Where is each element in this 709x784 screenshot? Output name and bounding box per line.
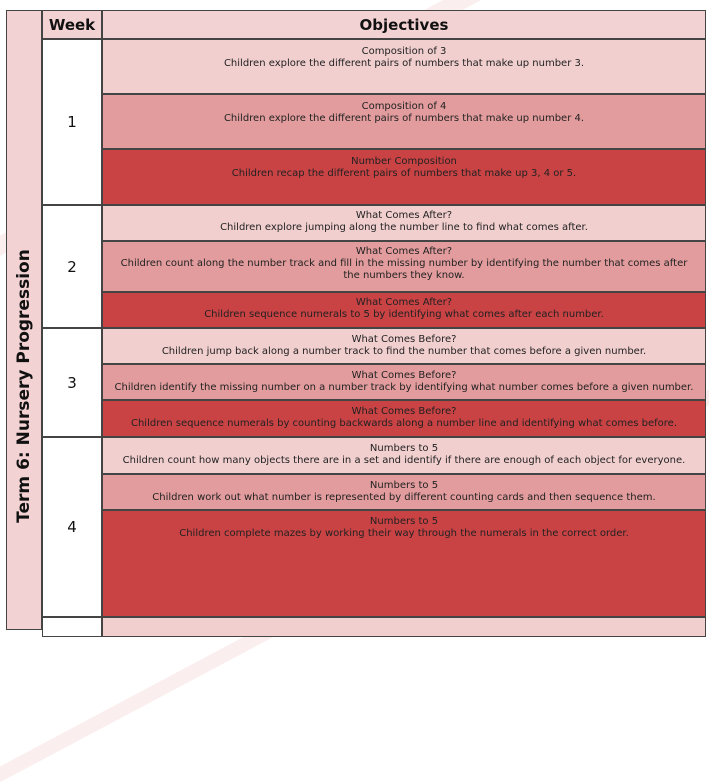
objective-description: Children recap the different pairs of numbers that make up 3, 4 or 5. [231, 168, 577, 179]
objective-title: Number Composition [351, 156, 457, 167]
objective-cell [102, 474, 706, 510]
objective-cell [102, 437, 706, 474]
objective-cell [102, 205, 706, 241]
objective-title: What Comes Before? [351, 334, 457, 345]
objective-cell [102, 94, 706, 149]
objective-description: Children explore the different pairs of numbers that make up number 3. [223, 58, 585, 69]
objective-description: Children complete mazes by working their way through the numerals in the correct order. [179, 528, 629, 539]
objectives-header: Objectives [102, 10, 706, 39]
objective-title: What Comes After? [355, 297, 453, 308]
objective-title: What Comes Before? [351, 370, 457, 381]
week-number: 1 [42, 39, 102, 205]
objective-description: Children explore jumping along the number line to find what comes after. [220, 222, 588, 233]
week-cell [42, 617, 102, 637]
objective-cell [102, 364, 706, 400]
objective-cell [102, 149, 706, 205]
objective-title: Composition of 3 [361, 46, 447, 57]
objective-title: What Comes After? [355, 246, 453, 257]
week-number: 3 [42, 328, 102, 437]
objective-description: Children identify the missing number on a number track by identifying what number comes before a given number. [114, 382, 694, 393]
objective-description: Children count how many objects there are in a set and identify if there are enough of each object for everyone. [122, 455, 686, 466]
objective-cell [102, 510, 706, 617]
objective-cell [102, 400, 706, 437]
objective-title: Numbers to 5 [369, 443, 439, 454]
objective-title: What Comes After? [355, 210, 453, 221]
objective-cell [102, 241, 706, 292]
objective-title: Composition of 4 [361, 101, 447, 112]
objective-description: Children count along the number track and fill in the missing number by identifying the number that comes after the numbers they know. [120, 258, 688, 281]
objective-cell [102, 328, 706, 364]
objective-description: Children work out what number is represented by different counting cards and then sequence them. [152, 492, 656, 503]
week-number: 4 [42, 437, 102, 617]
objective-cell [102, 617, 706, 637]
objective-description: Children jump back along a number track to find the number that comes before a given number. [161, 346, 647, 357]
objective-title: Numbers to 5 [369, 516, 439, 527]
objective-title: What Comes Before? [351, 406, 457, 417]
objective-description: Children sequence numerals to 5 by identifying what comes after each number. [204, 309, 604, 320]
week-header: Week [42, 10, 102, 39]
week-number: 2 [42, 205, 102, 328]
term-title: Term 6: Nursery Progression [14, 249, 34, 523]
objective-title: Numbers to 5 [369, 480, 439, 491]
objective-cell [102, 292, 706, 328]
objective-cell [102, 39, 706, 94]
objective-description: Children explore the different pairs of numbers that make up number 4. [223, 113, 585, 124]
objective-description: Children sequence numerals by counting backwards along a number line and identifying what comes before. [130, 418, 677, 429]
